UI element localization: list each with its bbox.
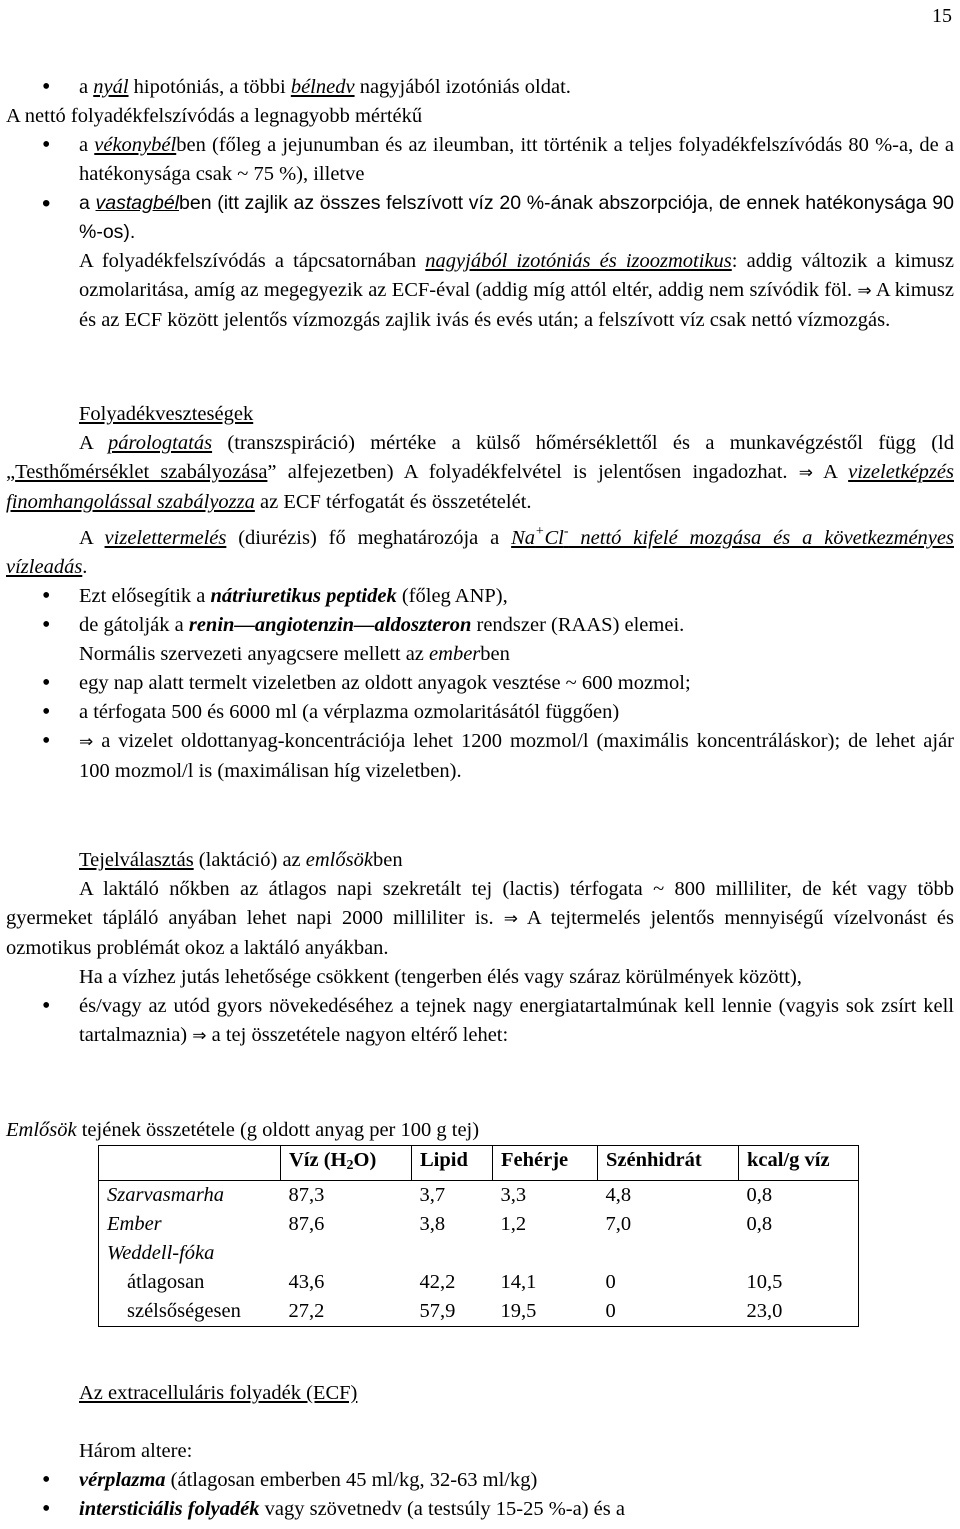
table-row: Weddell-fóka <box>99 1239 859 1268</box>
table-header: kcal/g víz <box>739 1146 859 1181</box>
implies-arrow-icon: ⇒ <box>503 909 518 929</box>
paragraph: A vizelettermelés (diurézis) fő meghatározója a Na+Cl- nettó kifelé mozgása és a következményes vízleadás. <box>6 524 954 578</box>
table-header: Fehérje <box>493 1146 598 1181</box>
implies-arrow-icon: ⇒ <box>79 732 94 752</box>
table-header: Víz $(H_2O)$ <box>281 1146 412 1181</box>
paragraph: A folyadékfelszívódás a tápcsatornában nagyjából izotóniás és izoozmotikus: addig változik a kimusz ozmolaritása, amíg az megegyezik az ECF-éval (addig míg attól eltér, addig nem szívódik föl. ⇒ A kimusz és az ECF között jelentős vízmozgás zajlik ivás és evés után; a felszívott víz csak nettó vízmozgás. <box>79 250 954 331</box>
implies-arrow-icon: ⇒ <box>857 281 872 301</box>
paragraph: A laktáló nőkben az átlagos napi szekretált tej (lactis) térfogata ~ 800 milliliter, de két vagy több gyermeket tápláló anyában lehet napi 2000 milliliter is. ⇒ A tejtermelés jelentős mennyiségű vízelvonást és ozmotikus problémát okoz a laktáló anyákban. <box>6 878 954 959</box>
paragraph: Három altere: <box>79 1440 193 1462</box>
table-header-row <box>99 1146 859 1181</box>
list-item: • a nyál hipotóniás, a többi bélnedv nagyjából izotóniás oldat. <box>6 73 954 102</box>
milk-composition-table <box>98 1145 859 1327</box>
implies-arrow-icon: ⇒ <box>192 1026 207 1046</box>
paragraph: Normális szervezeti anyagcsere mellett az emberben <box>79 643 510 665</box>
section-fluid-loss <box>6 400 954 786</box>
table-row: szélsőségesen 27,2 57,9 19,5 0 23,0 <box>99 1297 859 1327</box>
table-row: Ember 87,6 3,8 1,2 7,0 0,8 <box>99 1210 859 1239</box>
list-item: • ⇒ a vizelet oldottanyag-koncentrációja lehet 1200 mozmol/l (maximális koncentráláskor); de lehet ajár 100 mozmol/l is (maximálisan híg vizeletben). <box>6 727 954 786</box>
section-ecf <box>6 1379 954 1524</box>
table-row: átlagosan 43,6 42,2 14,1 0 10,5 <box>99 1268 859 1297</box>
list-item: • a vastagbélben (itt zajlik az összes felszívott víz 20 %-ának abszorpciója, de ennek hatékonysága 90 %-os). <box>6 189 954 247</box>
list-item: • intersticiális folyadék vagy szövetnedv (a testsúly 15-25 %-a) és a <box>6 1495 954 1524</box>
list-item: • vérplazma (átlagosan emberben 45 ml/kg, 32-63 ml/kg) <box>6 1466 954 1495</box>
list-item: • de gátolják a renin—angiotenzin—aldoszteron rendszer (RAAS) elemei. <box>6 611 954 640</box>
list-item: • egy nap alatt termelt vizeletben az oldott anyagok vesztése ~ 600 mozmol; <box>6 669 954 698</box>
table-header: Szénhidrát <box>598 1146 739 1181</box>
section-lactation <box>6 846 954 1051</box>
section-absorption <box>6 73 954 335</box>
section-heading: Tejelválasztás (laktáció) az emlősökben <box>79 849 403 871</box>
page-number: 15 <box>932 5 952 27</box>
table-caption: Emlősök tejének összetétele (g oldott anyag per 100 g tej) <box>6 1119 480 1141</box>
section-heading: Folyadékveszteségek <box>79 403 254 425</box>
paragraph: Ha a vízhez jutás lehetősége csökkent (tengerben élés vagy száraz körülmények között), <box>79 966 802 988</box>
table-row: Szarvasmarha 87,3 3,7 3,3 4,8 0,8 <box>99 1181 859 1211</box>
section-heading: Az extracelluláris folyadék (ECF) <box>79 1382 358 1404</box>
table-header: Lipid <box>412 1146 493 1181</box>
implies-arrow-icon: ⇒ <box>798 463 814 483</box>
paragraph: A párologtatás (transzspiráció) mértéke a külső hőmérséklettől és a munkavégzéstől függ (ld „Testhőmérséklet szabályozása” alfejezetben) A folyadékfelvétel is jelentősen ingadozhat. ⇒ A vizeletképzés finomhangolással szabályozza az ECF térfogatát és összetételét. <box>6 432 954 513</box>
list-item: • a vékonybélben (főleg a jejunumban és az ileumban, itt történik a teljes folyadékfelszívódás 80 %-a, de a hatékonysága csak ~ 75 %), illetve <box>6 131 954 189</box>
paragraph: A nettó folyadékfelszívódás a legnagyobb mértékű <box>6 105 423 127</box>
list-item: • és/vagy az utód gyors növekedéséhez a tejnek nagy energiatartalmúnak kell lennie (vagyis sok zsírt kell tartalmaznia) ⇒ a tej összetétele nagyon eltérő lehet: <box>6 992 954 1051</box>
list-item: • a térfogata 500 és 6000 ml (a vérplazma ozmolaritásától függően) <box>6 698 954 727</box>
list-item: • Ezt elősegítik a nátriuretikus peptidek (főleg ANP), <box>6 582 954 611</box>
